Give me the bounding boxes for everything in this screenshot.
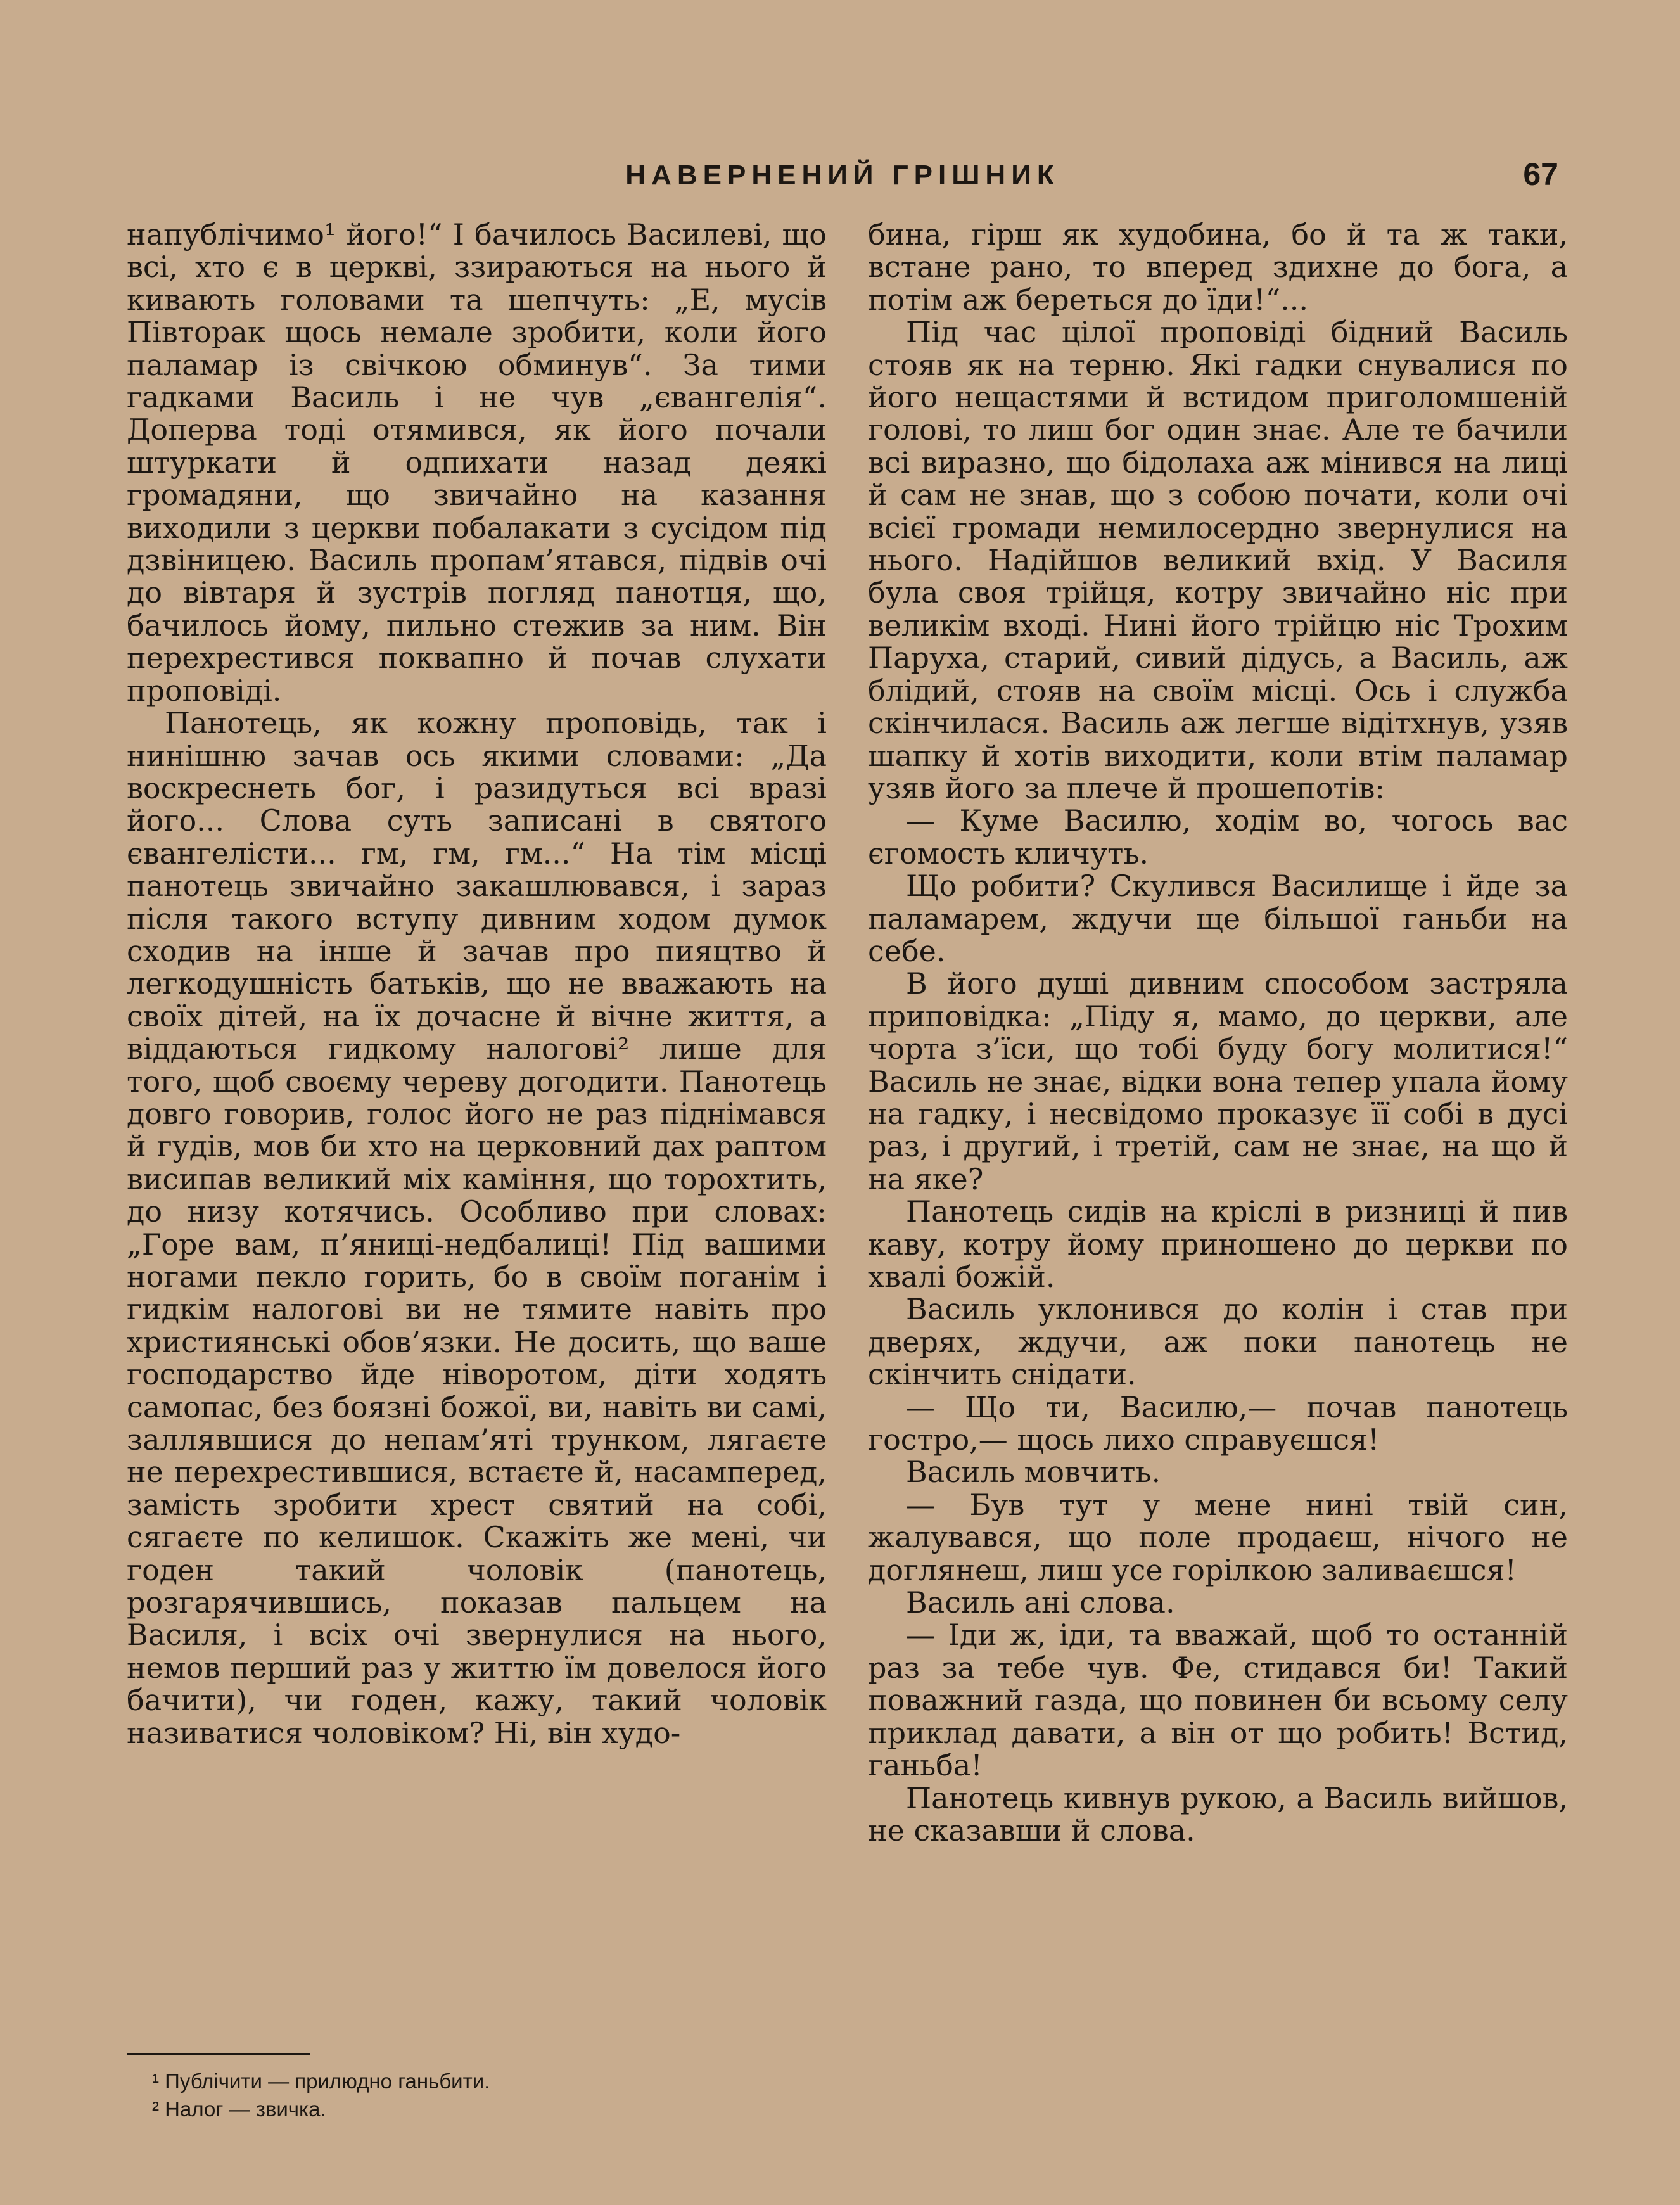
footnote-divider [127,2053,310,2055]
paragraph: Панотець сидів на кріслі в ризниці й пив каву, котру йому приношено до церкви по хвалі божій. [868,1194,1568,1294]
footnote: ¹ Публічити — прилюдно ганьбити. [152,2069,490,2093]
paragraph: Панотець, як кожну проповідь, так і нинішню зачав ось якими словами: „Да воскреснеть бог, і разидуться всі вразі його... Слова суть записані в святого євангелісти... гм, гм, гм...“ На тім місці панотець звичайно закашлювався, і зараз після такого вступу дивним ходом думок сходив на інше й зачав про пияцтво й легкодушність батьків, що не вважають на своїх дітей, на їх дочасне й вічне життя, а віддаються гидкому налогові² лише для того, щоб своєму череву догодити. Панотець довго говорив, голос його не раз піднімався й гудів, мов би хто на церковний дах раптом висипав великий міх каміння, що торохтить, до низу котячись. Особливо при словах: „Горе вам, п’яниці-недбалиці! Під вашими ногами пекло горить, бо в своїм поганім і гидкім налогові ви не тямите навіть про християнські обов’язки. Не досить, що ваше господарство йде ніворотом, діти ходять самопас, без боязні божої, ви, навіть ви самі, заллявшися до непам’яті трунком, лягаєте не перехрестившися, встаєте й, насамперед, замість зробити хрест святий на собі, сягаєте по келишок. Скажіть же мені, чи годен такий чоловік (панотець, розгарячившись, показав пальцем на Василя, і всіх очі звернулися на нього, немов перший раз у життю їм довелося його бачити), чи годен, кажу, такий чоловік називатися чоловіком? Ні, він худо- [127,706,827,1750]
paragraph: — Іди ж, іди, та вважай, щоб то останній раз за тебе чув. Фе, стидався би! Такий поважний газда, що повинен би всьому селу приклад давати, а він от що робить! Встид, ганьба! [868,1618,1568,1783]
paragraph: Панотець кивнув рукою, а Василь вийшов, не сказавши й слова. [868,1780,1568,1848]
paragraph: — Що ти, Василю,— почав панотець гостро,— щось лихо справуєшся! [868,1390,1568,1457]
paragraph: — Куме Василю, ходім во, чогось вас єгомость кличуть. [868,803,1568,871]
paragraph: Що робити? Скулився Василище і йде за паламарем, ждучи ще більшої ганьби на себе. [868,869,1568,968]
right-column [868,219,1568,1847]
left-column [127,219,827,1749]
footnotes [152,2068,824,2123]
paragraph: Василь ані слова. [906,1585,1175,1620]
paragraph: Під час цілої проповіді бідний Василь стояв як на терню. Які гадки снувалися по його нещастями й встидом приголомшеній голові, то лиш бог один знає. Але те бачили всі виразно, що бідолаха аж мінився на лиці й сам не знав, що з собою почати, коли очі всієї громади немилосердно звернулися на нього. Надійшов великий вхід. У Василя була своя трійця, котру звичайно ніс при великім вході. Нині його трійцю ніс Трохим Паруха, старий, сивий дідусь, а Василь, аж блідий, стояв на своїм місці. Ось і служба скінчилася. Василь аж легше відітхнув, узяв шапку й хотів виходити, коли втім паламар узяв його за плече й прошепотів: [868,315,1568,805]
paragraph: Василь мовчить. [906,1455,1161,1490]
page-header [127,152,1558,203]
page-number: 67 [1523,157,1558,192]
paragraph: В його душі дивним способом застряла приповідка: „Піду я, мамо, до церкви, але чорта з’їси, що тобі буду богу молитися!“ Василь не знає, відки вона тепер упала йому на гадку, і несвідомо проказує її собі в дусі раз, і другий, і третій, сам не знає, на що й на яке? [868,966,1568,1196]
paragraph: — Був тут у мене нині твій син, жалувався, що поле продаєш, нічого не доглянеш, лиш усе горілкою заливаєшся! [868,1487,1568,1587]
paragraph: бина, гірш як худобина, бо й та ж таки, встане рано, то вперед здихне до бога, а потім аж береться до їди!“... [868,217,1568,317]
paragraph: напублічимо¹ його!“ І бачилось Василеві, що всі, хто є в церкві, ззираються на нього й кивають головами та шепчуть: „Е, мусів Півторак щось немале зробити, коли його паламар із свічкою обминув“. За тими гадками Василь і не чув „євангелія“. Доперва тоді отямився, як його почали штуркати й одпихати назад деякі громадяни, що звичайно на казання виходили з церкви побалакати з сусідом під дзвіницею. Василь пропам’ятався, підвів очі до вівтаря й зустрів погляд панотця, що, бачилось йому, пильно стежив за ним. Він перехрестився поквапно й почав слухати проповіді. [127,217,827,708]
paragraph: Василь уклонився до колін і став при дверях, ждучи, аж поки панотець не скінчить снідати. [868,1292,1568,1392]
footnote: ² Налог — звичка. [152,2097,326,2121]
running-title: НАВЕРНЕНИЙ ГРІШНИК [625,160,1060,191]
